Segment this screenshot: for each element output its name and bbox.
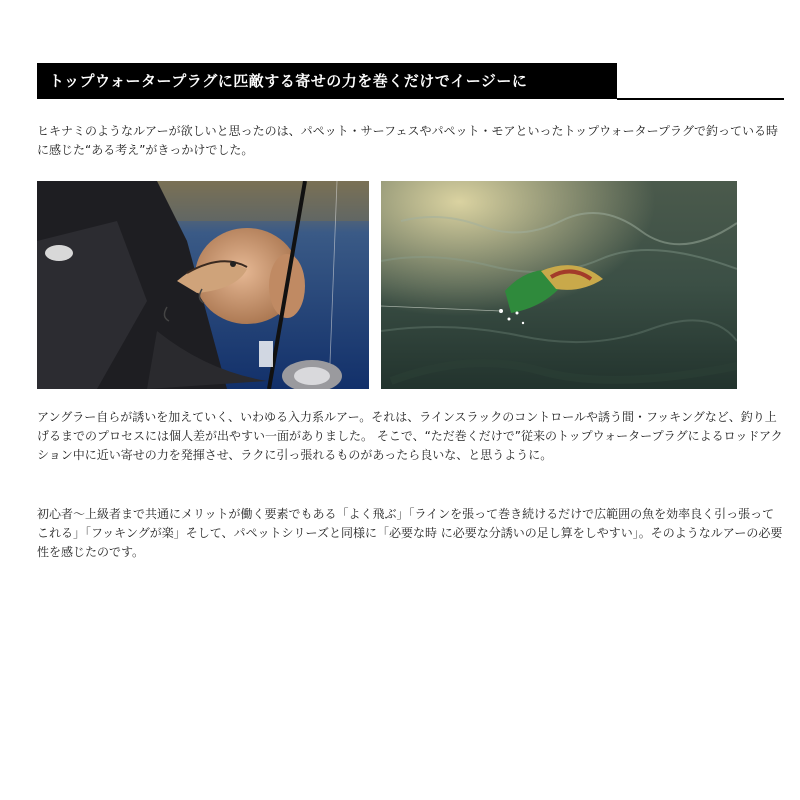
lure-underwater-photo bbox=[381, 181, 737, 389]
section-header bbox=[37, 63, 617, 99]
intro-paragraph: ヒキナミのようなルアーが欲しいと思ったのは、パペット・サーフェスやパペット・モアといったトップウォータープラグで釣っている時に感じた“ある考え”がきっかけでした。 bbox=[37, 124, 779, 157]
third-paragraph: 初心者～上級者まで共通にメリットが働く要素でもある「よく飛ぶ」「ラインを張って巻き続けるだけで広範囲の魚を効率良く引っ張ってこれる」「フッキングが楽」そして、パペットシリーズと同様に「必要な時 に必要な分誘いの足し算をしやすい」。そのようなルアーの必要性を感じたのです。 bbox=[37, 507, 783, 559]
header-rule bbox=[617, 98, 784, 100]
angler-holding-lure-photo bbox=[37, 181, 369, 389]
section-title: トップウォータープラグに匹敵する寄せの力を巻くだけでイージーに bbox=[49, 72, 528, 90]
second-paragraph: アングラー自らが誘いを加えていく、いわゆる入力系ルアー。それは、ラインスラックのコントロールや誘う間・フッキングなど、釣り上げるまでのプロセスには個人差が出やすい一面がありました。 そこで、“ただ巻くだけで”従来のトップウォータープラグによるロッドアクション中に近い寄せの力を発揮させ、ラクに引っ張れるものがあったら良いな、と思うように。 bbox=[37, 410, 783, 462]
